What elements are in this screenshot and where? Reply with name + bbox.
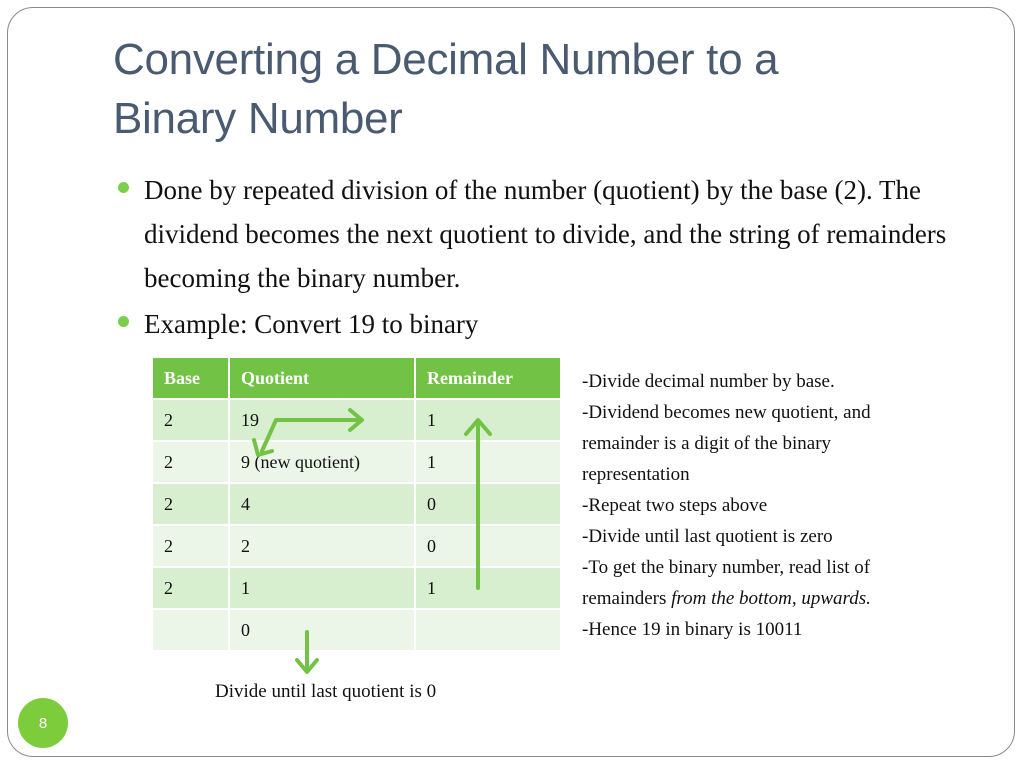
- steps-line: [582, 583, 1002, 614]
- cell-quotient: 19: [229, 399, 415, 441]
- cell-base: 2: [153, 525, 229, 567]
- header-quotient: Quotient: [229, 358, 415, 399]
- bullet-text: Example: Convert 19 to binary: [144, 309, 479, 339]
- slide-title-line-2: Binary Number: [113, 94, 403, 143]
- table-header-row: [153, 358, 561, 399]
- cell-remainder: 0: [415, 525, 561, 567]
- bullet-item: [116, 168, 956, 300]
- cell-remainder: 1: [415, 567, 561, 609]
- cell-quotient: 9 (new quotient): [229, 441, 415, 483]
- bullet-text: Done by repeated division of the number (quotient) by the base (2). The dividend becomes the next quotient to divide, and the string of remainders becoming the binary number.: [144, 175, 947, 293]
- table-row: [153, 567, 561, 609]
- cell-quotient: 2: [229, 525, 415, 567]
- table-row: [153, 609, 561, 650]
- bullet-dot-icon: [118, 316, 129, 327]
- table-row: [153, 525, 561, 567]
- bullet-dot-icon: [118, 182, 129, 193]
- cell-base: [153, 609, 229, 650]
- steps-line-prefix: remainders: [582, 588, 672, 609]
- conversion-table: [153, 358, 562, 650]
- steps-line: -Dividend becomes new quotient, and: [582, 402, 871, 423]
- table-row: [153, 399, 561, 441]
- slide-title-line-1: Converting a Decimal Number to a: [113, 35, 779, 84]
- cell-remainder: 1: [415, 399, 561, 441]
- cell-base: 2: [153, 483, 229, 525]
- steps-line: -To get the binary number, read list of: [582, 557, 871, 578]
- cell-remainder: 0: [415, 483, 561, 525]
- header-remainder: Remainder: [415, 358, 561, 399]
- cell-quotient: 0: [229, 609, 415, 650]
- table-row: [153, 483, 561, 525]
- steps-line: remainder is a digit of the binary: [582, 433, 832, 454]
- caption: Divide until last quotient is 0: [215, 681, 437, 702]
- steps-text: [582, 366, 1002, 645]
- steps-line: -Repeat two steps above: [582, 495, 768, 516]
- cell-base: 2: [153, 399, 229, 441]
- cell-remainder: [415, 609, 561, 650]
- header-base: Base: [153, 358, 229, 399]
- cell-base: 2: [153, 441, 229, 483]
- steps-line: representation: [582, 464, 690, 485]
- cell-quotient: 4: [229, 483, 415, 525]
- bullet-item: [116, 302, 956, 346]
- steps-line: -Divide until last quotient is zero: [582, 526, 833, 547]
- cell-base: 2: [153, 567, 229, 609]
- slide-title: [113, 30, 973, 148]
- bullet-list: [116, 168, 956, 348]
- cell-quotient: 1: [229, 567, 415, 609]
- slide-number: 8: [18, 698, 68, 748]
- steps-line-italic: from the bottom, upwards.: [671, 588, 871, 609]
- steps-line: -Hence 19 in binary is 10011: [582, 619, 803, 640]
- table-row: [153, 441, 561, 483]
- cell-remainder: 1: [415, 441, 561, 483]
- steps-line: -Divide decimal number by base.: [582, 371, 835, 392]
